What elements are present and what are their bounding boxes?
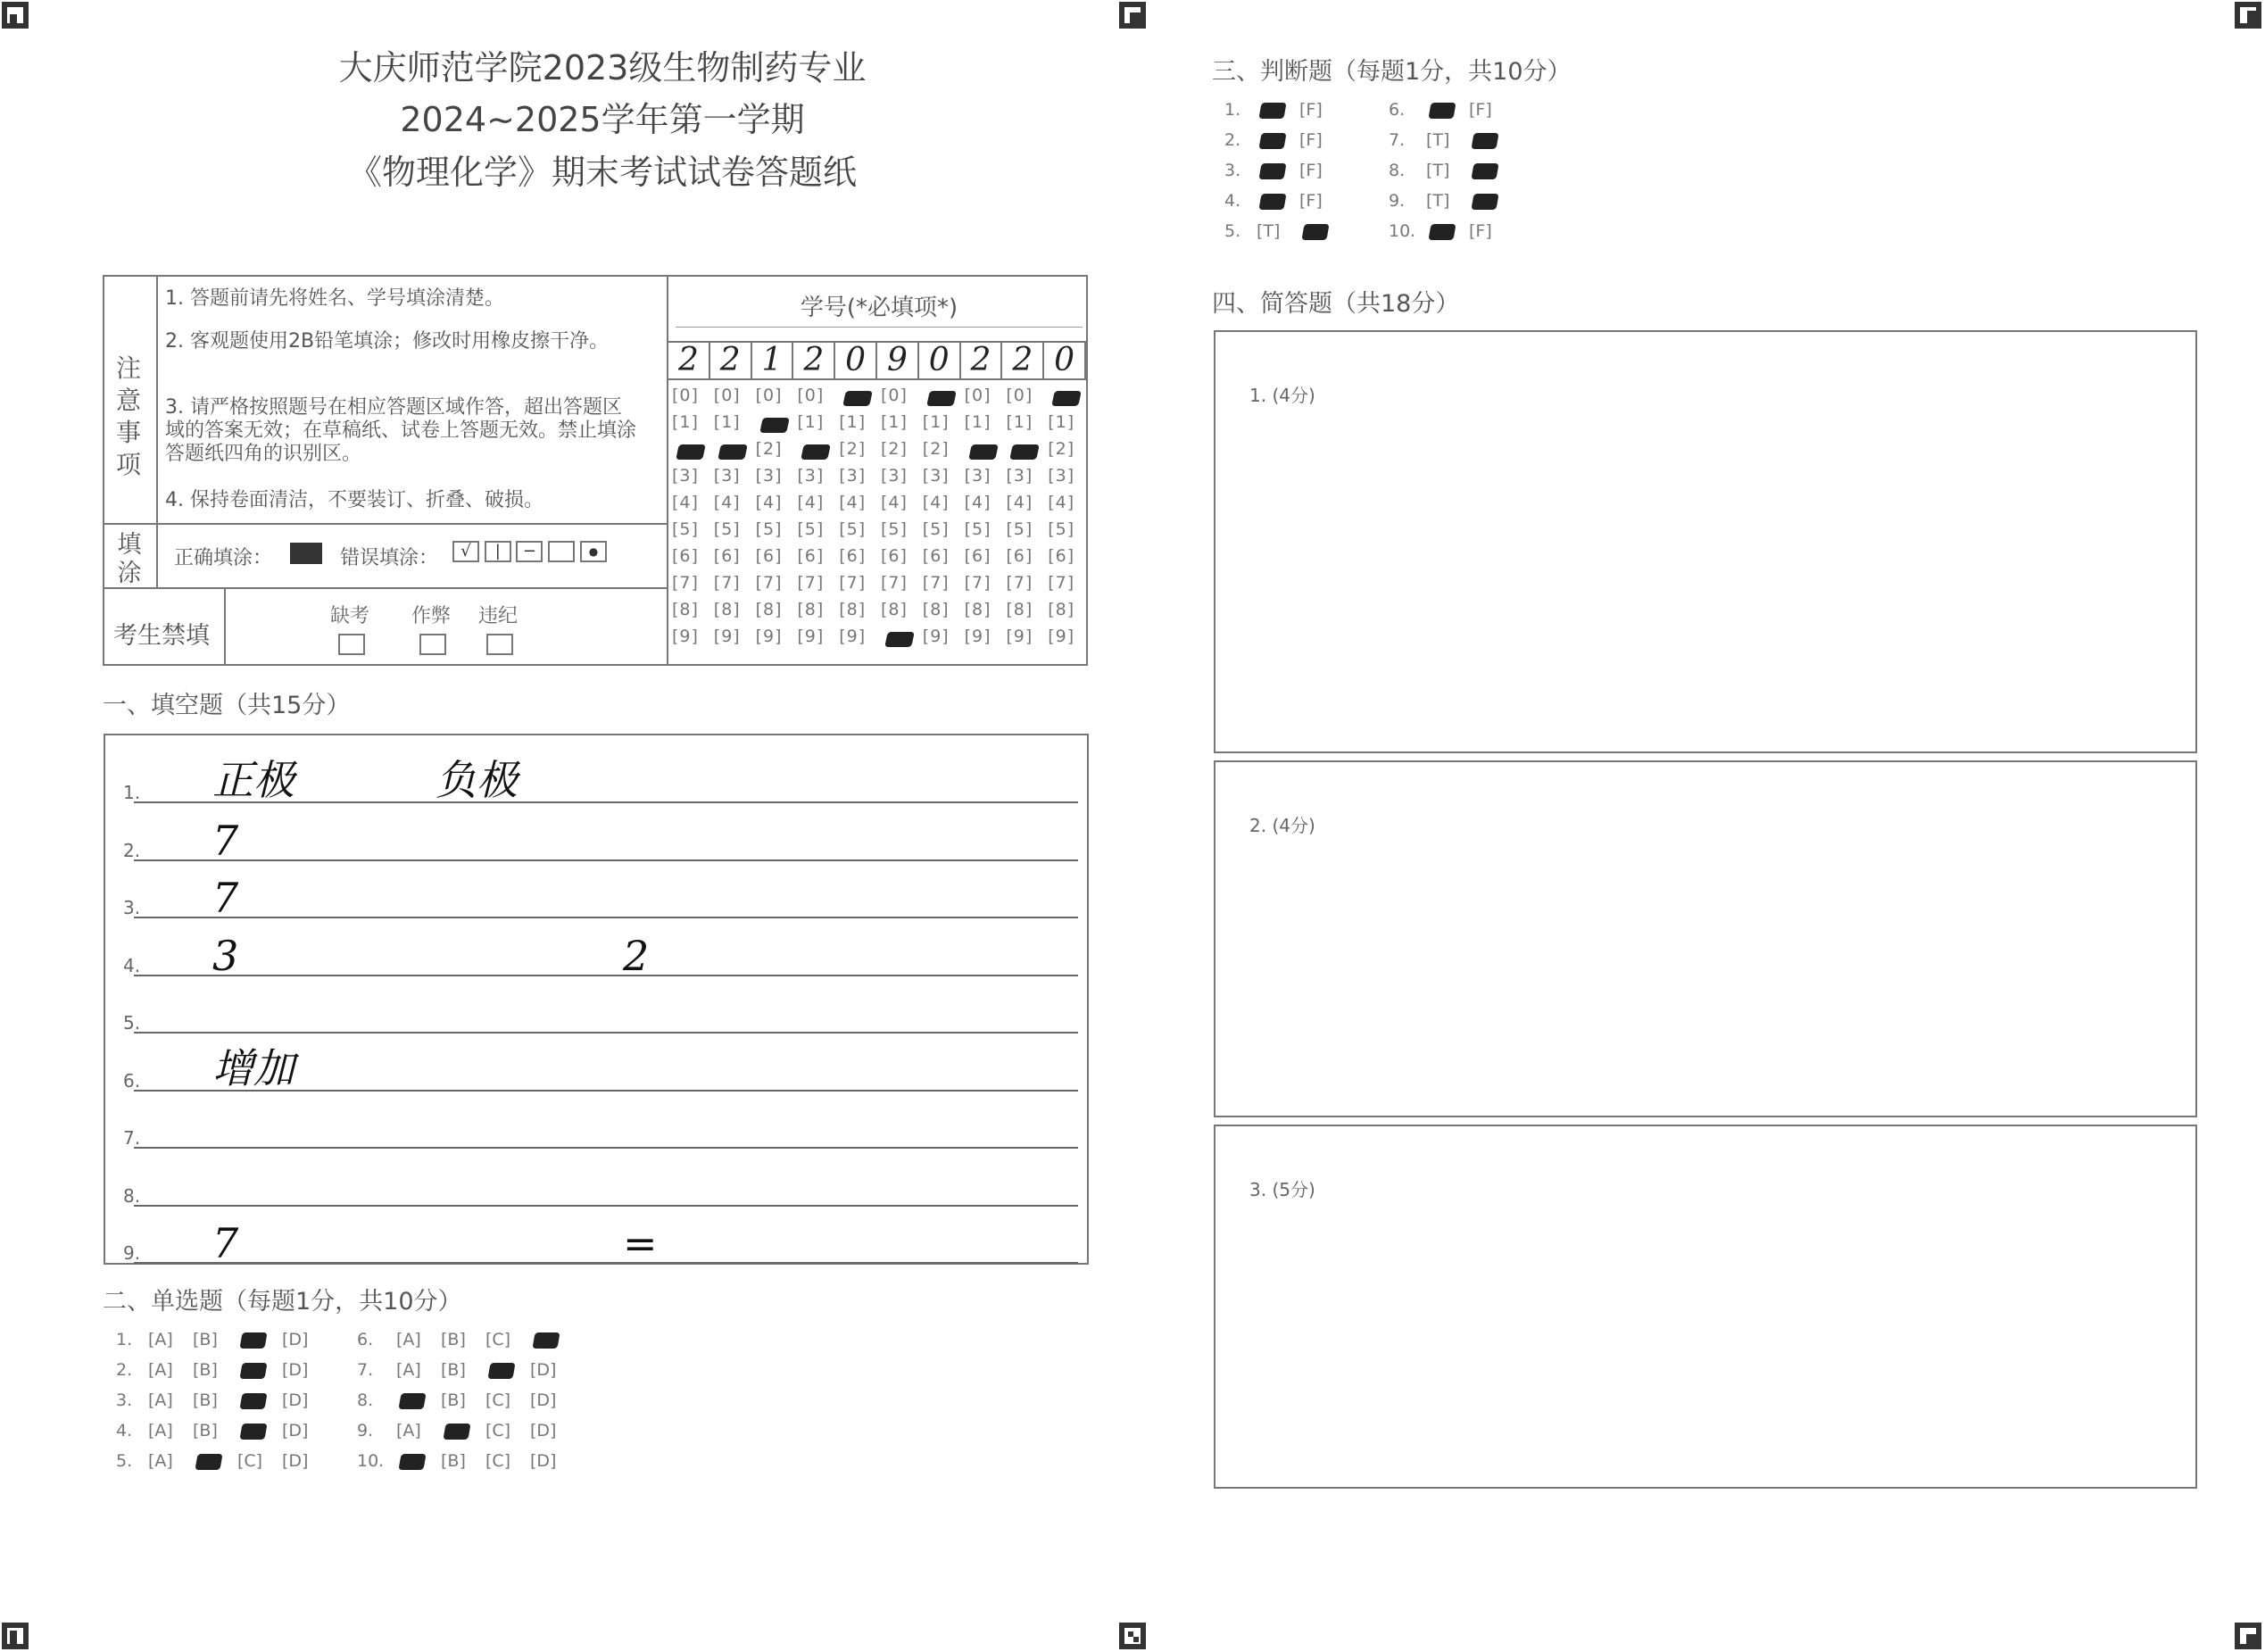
choice-option-filled[interactable] (398, 1454, 426, 1470)
student-id-bubble[interactable]: [5] (755, 519, 783, 539)
student-id-bubble[interactable]: [7] (755, 573, 783, 593)
choice-question-number: 5. (116, 1451, 133, 1471)
student-id-bubble[interactable]: [4] (1048, 493, 1075, 512)
choice-option-filled[interactable] (443, 1424, 470, 1440)
registration-mark-icon (2235, 2, 2261, 29)
registration-mark-icon (1119, 2, 1146, 29)
student-id-bubble[interactable]: [6] (922, 546, 950, 566)
short-answer-box-3[interactable] (1214, 1125, 2197, 1489)
choice-option[interactable]: [D] (282, 1451, 309, 1471)
student-id-bubble-filled[interactable] (884, 632, 915, 647)
blank-answer-2: 负极 (436, 756, 518, 804)
blank-number: 8. (123, 1184, 141, 1207)
section2-title: 二、单选题（每题1分，共10分） (103, 1288, 462, 1316)
student-id-bubble-filled[interactable] (842, 391, 873, 406)
short-answer-label-2: 2. (4分) (1249, 815, 1315, 836)
student-id-bubble[interactable]: [5] (1006, 519, 1033, 539)
choice-option[interactable]: [C] (485, 1421, 511, 1440)
tf-option-filled[interactable] (1258, 194, 1286, 210)
tf-option-filled[interactable] (1258, 103, 1286, 119)
tf-question-number: 9. (1389, 191, 1406, 211)
tf-option-filled[interactable] (1428, 224, 1456, 240)
blank-answer-2: = (623, 1219, 658, 1267)
student-id-bubble[interactable]: [1] (713, 412, 741, 432)
choice-option[interactable]: [A] (148, 1451, 173, 1471)
blank-answer-1: 增加 (212, 1043, 295, 1092)
short-answer-box-1[interactable] (1214, 330, 2197, 753)
student-id-bubble[interactable]: [9] (797, 627, 825, 646)
blank-number: 9. (123, 1242, 141, 1264)
choice-option[interactable]: [D] (530, 1391, 557, 1410)
student-id-bubble[interactable]: [8] (1006, 600, 1033, 619)
choice-option-filled[interactable] (487, 1363, 515, 1379)
choice-option-filled[interactable] (239, 1393, 267, 1409)
blank-number: 6. (123, 1069, 141, 1092)
choice-option[interactable]: [A] (148, 1330, 173, 1349)
registration-mark-icon (2, 2, 29, 29)
student-id-bubble[interactable]: [7] (881, 573, 908, 593)
choice-option[interactable]: [B] (441, 1451, 466, 1471)
violation-label: 违纪 (477, 605, 518, 627)
student-id-digit: 2 (710, 343, 752, 378)
student-id-bubble[interactable]: [5] (922, 519, 950, 539)
student-id-bubble[interactable]: [0] (797, 386, 825, 405)
blank-number: 2. (123, 839, 141, 861)
student-id-bubble[interactable]: [5] (964, 519, 991, 539)
section4-title: 四、简答题（共18分） (1212, 290, 1460, 318)
choice-option[interactable]: [C] (485, 1391, 511, 1410)
student-id-bubble[interactable]: [4] (922, 493, 950, 512)
student-id-bubble[interactable]: [4] (672, 493, 699, 512)
blank-row[interactable] (123, 861, 1078, 922)
blank-answer-1: 7 (212, 816, 239, 865)
choice-option-filled[interactable] (195, 1454, 222, 1470)
student-id-bubble[interactable]: [7] (1006, 573, 1033, 593)
student-id-bubble[interactable]: [0] (964, 386, 991, 405)
choice-question-number: 7. (357, 1360, 374, 1380)
tf-option[interactable]: [T] (1426, 161, 1450, 180)
tf-option[interactable]: [F] (1299, 161, 1323, 180)
student-id-bubble[interactable]: [9] (839, 627, 867, 646)
student-id-bubble[interactable]: [5] (672, 519, 699, 539)
blank-row[interactable] (123, 919, 1078, 980)
choice-question-number: 6. (357, 1330, 374, 1349)
student-id-bubble[interactable]: [8] (922, 600, 950, 619)
choice-option-filled[interactable] (239, 1363, 267, 1379)
student-id-bubble[interactable]: [0] (672, 386, 699, 405)
student-id-bubble[interactable]: [3] (755, 466, 783, 486)
choice-option[interactable]: [B] (441, 1330, 466, 1349)
tf-option[interactable]: [F] (1469, 100, 1492, 120)
student-id-bubble[interactable]: [8] (755, 600, 783, 619)
choice-question-number: 8. (357, 1391, 374, 1410)
registration-mark-icon (2235, 1623, 2261, 1649)
student-id-bubble[interactable]: [9] (713, 627, 741, 646)
single-choice-area (116, 1330, 616, 1482)
tf-option[interactable]: [F] (1299, 191, 1323, 211)
note-item-2: 2. 客观题使用2B铅笔填涂；修改时用橡皮擦干净。 (165, 330, 610, 353)
choice-option-filled[interactable] (398, 1393, 426, 1409)
tf-option[interactable]: [T] (1257, 221, 1281, 241)
short-answer-label-3: 3. (5分) (1249, 1179, 1315, 1200)
student-id-bubble[interactable]: [3] (964, 466, 991, 486)
header-line2: 2024~2025学年第一学期 (400, 100, 805, 139)
tf-option-filled[interactable] (1301, 224, 1329, 240)
blank-row[interactable] (123, 1034, 1078, 1092)
student-id-bubble[interactable]: [2] (922, 439, 950, 459)
student-id-bubble[interactable]: [2] (755, 439, 783, 459)
choice-option[interactable]: [A] (396, 1360, 421, 1380)
tf-option-filled[interactable] (1428, 103, 1456, 119)
section3-title: 三、判断题（每题1分，共10分） (1212, 58, 1572, 86)
student-id-bubble[interactable]: [8] (839, 600, 867, 619)
true-false-area (1224, 100, 1519, 252)
choice-option[interactable]: [B] (193, 1330, 218, 1349)
choice-option[interactable]: [B] (193, 1360, 218, 1380)
tf-option[interactable]: [F] (1299, 130, 1323, 150)
student-id-bubble[interactable]: [7] (797, 573, 825, 593)
student-id-bubble[interactable]: [8] (672, 600, 699, 619)
student-id-digit: 9 (877, 343, 919, 378)
student-id-bubble[interactable]: [1] (964, 412, 991, 432)
student-id-bubble[interactable]: [4] (713, 493, 741, 512)
student-id-bubble[interactable]: [3] (922, 466, 950, 486)
student-id-bubble[interactable]: [0] (881, 386, 908, 405)
note-item-1: 1. 答题前请先将姓名、学号填涂清楚。 (165, 287, 504, 310)
student-id-bubble[interactable]: [0] (1006, 386, 1033, 405)
tf-question-number: 5. (1224, 221, 1241, 241)
choice-option[interactable]: [C] (485, 1330, 511, 1349)
cheat-label: 作弊 (411, 605, 451, 627)
student-id-bubble[interactable]: [4] (964, 493, 991, 512)
student-id-bubble[interactable]: [4] (755, 493, 783, 512)
choice-option[interactable]: [D] (530, 1421, 557, 1440)
student-id-bubble[interactable]: [6] (1006, 546, 1033, 566)
student-id-bubble[interactable]: [2] (839, 439, 867, 459)
student-id-bubble[interactable]: [5] (797, 519, 825, 539)
tf-question-number: 2. (1224, 130, 1241, 150)
short-answer-label-1: 1. (4分) (1249, 385, 1315, 406)
student-id-bubble[interactable]: [5] (713, 519, 741, 539)
student-id-bubble[interactable]: [4] (881, 493, 908, 512)
forbidden-label: 考生禁填 (113, 622, 210, 650)
student-id-bubble[interactable]: [3] (1006, 466, 1033, 486)
choice-option[interactable]: [D] (282, 1421, 309, 1440)
student-id-bubble[interactable]: [1] (1006, 412, 1033, 432)
choice-option[interactable]: [B] (441, 1360, 466, 1380)
blank-line (134, 1262, 1078, 1264)
student-id-bubble[interactable]: [5] (881, 519, 908, 539)
registration-mark-icon (1119, 1623, 1146, 1649)
student-id-handwritten-row (668, 341, 1088, 380)
student-id-digit: 2 (668, 343, 710, 378)
student-id-bubble[interactable]: [6] (839, 546, 867, 566)
student-id-bubble[interactable]: [3] (881, 466, 908, 486)
blank-row[interactable] (123, 976, 1078, 1034)
student-id-bubble[interactable]: [8] (881, 600, 908, 619)
student-id-bubble[interactable]: [5] (1048, 519, 1075, 539)
tf-option[interactable]: [T] (1426, 191, 1450, 211)
student-id-bubble[interactable]: [5] (839, 519, 867, 539)
blank-number: 4. (123, 954, 141, 976)
student-id-bubble-filled[interactable] (1051, 391, 1082, 406)
student-id-bubble[interactable]: [7] (1048, 573, 1075, 593)
student-id-bubble[interactable]: [9] (1006, 627, 1033, 646)
student-id-bubble-filled[interactable] (759, 418, 790, 433)
choice-option-filled[interactable] (532, 1332, 560, 1349)
student-id-bubble[interactable]: [2] (1048, 439, 1075, 459)
student-id-bubble[interactable]: [2] (881, 439, 908, 459)
student-id-bubble[interactable]: [1] (922, 412, 950, 432)
choice-option[interactable]: [A] (148, 1391, 173, 1410)
student-id-bubble[interactable]: [8] (964, 600, 991, 619)
blank-number: 5. (123, 1012, 141, 1034)
choice-option[interactable]: [D] (530, 1451, 557, 1471)
blank-answer-1: 正极 (212, 756, 295, 804)
short-answer-box-2[interactable] (1214, 760, 2197, 1117)
student-id-bubble[interactable]: [9] (1048, 627, 1075, 646)
tf-option-filled[interactable] (1258, 163, 1286, 179)
student-id-bubble[interactable]: [1] (839, 412, 867, 432)
choice-question-number: 9. (357, 1421, 374, 1440)
correct-fill-example (290, 543, 322, 564)
wrong-fill-bar: | (485, 541, 511, 562)
choice-option[interactable]: [D] (530, 1360, 557, 1380)
tf-option[interactable]: [F] (1469, 221, 1492, 241)
choice-option-filled[interactable] (239, 1332, 267, 1349)
tf-option[interactable]: [T] (1426, 130, 1450, 150)
student-id-bubble[interactable]: [7] (672, 573, 699, 593)
student-id-bubble[interactable]: [6] (713, 546, 741, 566)
student-id-bubble-filled[interactable] (718, 444, 748, 460)
student-id-bubble-filled[interactable] (801, 444, 832, 460)
student-id-bubble-filled[interactable] (926, 391, 957, 406)
student-id-bubble[interactable]: [3] (1048, 466, 1075, 486)
tf-question-number: 7. (1389, 130, 1406, 150)
choice-option[interactable]: [A] (148, 1421, 173, 1440)
choice-question-number: 4. (116, 1421, 133, 1440)
blank-number: 7. (123, 1127, 141, 1149)
student-id-bubble[interactable]: [6] (755, 546, 783, 566)
choice-option[interactable]: [C] (485, 1451, 511, 1471)
tf-question-number: 10. (1389, 221, 1416, 241)
student-id-bubble[interactable]: [7] (964, 573, 991, 593)
student-id-digit: 0 (1044, 343, 1086, 378)
student-id-bubble[interactable]: [1] (797, 412, 825, 432)
wrong-fill-label: 错误填涂： (340, 547, 439, 569)
correct-fill-label: 正确填涂： (174, 547, 273, 569)
header-line1: 大庆师范学院2023级生物制药专业 (338, 48, 867, 87)
notes-label: 注意事项 (115, 353, 141, 479)
student-id-bubble[interactable]: [8] (713, 600, 741, 619)
student-id-bubble[interactable]: [6] (964, 546, 991, 566)
header-line3: 《物理化学》期末考试试卷答题纸 (347, 153, 857, 192)
info-panel (103, 275, 1088, 666)
blank-answer-1: 7 (212, 874, 239, 922)
student-id-bubble[interactable]: [4] (839, 493, 867, 512)
choice-question-number: 2. (116, 1360, 133, 1380)
student-id-bubble[interactable]: [4] (1006, 493, 1033, 512)
student-id-bubble[interactable]: [3] (797, 466, 825, 486)
student-id-digit: 0 (835, 343, 877, 378)
student-id-bubble[interactable]: [9] (922, 627, 950, 646)
student-id-digit: 0 (919, 343, 961, 378)
student-id-bubble[interactable]: [1] (881, 412, 908, 432)
student-id-bubble[interactable]: [6] (797, 546, 825, 566)
fill-guide-label: 填涂 (117, 531, 142, 587)
student-id-bubble[interactable]: [6] (881, 546, 908, 566)
tf-option-filled[interactable] (1471, 163, 1498, 179)
student-id-bubble[interactable]: [7] (839, 573, 867, 593)
blank-row[interactable] (123, 804, 1078, 865)
choice-option[interactable]: [B] (193, 1421, 218, 1440)
absent-label: 缺考 (329, 605, 369, 627)
student-id-bubble[interactable]: [8] (1048, 600, 1075, 619)
student-id-bubble[interactable]: [6] (672, 546, 699, 566)
choice-option[interactable]: [D] (282, 1330, 309, 1349)
student-id-digit: 2 (961, 343, 1003, 378)
wrong-fill-empty (548, 541, 575, 562)
student-id-bubble[interactable]: [1] (672, 412, 699, 432)
tf-question-number: 3. (1224, 161, 1241, 180)
blank-row[interactable] (123, 746, 1078, 803)
blank-answer-1: 3 (212, 931, 239, 980)
wrong-fill-dash: − (516, 541, 543, 562)
tf-question-number: 4. (1224, 191, 1241, 211)
student-id-bubble[interactable]: [4] (797, 493, 825, 512)
section1-title: 一、填空题（共15分） (103, 692, 351, 719)
choice-question-number: 3. (116, 1391, 133, 1410)
student-id-digit: 2 (793, 343, 835, 378)
student-id-bubble-filled[interactable] (968, 444, 999, 460)
choice-option[interactable]: [A] (148, 1360, 173, 1380)
cheat-checkbox[interactable] (419, 634, 446, 655)
student-id-bubble[interactable]: [7] (922, 573, 950, 593)
violation-checkbox[interactable] (486, 634, 513, 655)
choice-option[interactable]: [A] (396, 1421, 421, 1440)
student-id-bubble[interactable]: [7] (713, 573, 741, 593)
blank-answer-1: 7 (212, 1219, 239, 1267)
student-id-bubble-grid (668, 386, 1088, 653)
student-id-bubble[interactable]: [3] (672, 466, 699, 486)
student-id-bubble[interactable]: [1] (1048, 412, 1075, 432)
choice-option[interactable]: [D] (282, 1360, 309, 1380)
wrong-fill-check: √ (452, 541, 479, 562)
tf-option-filled[interactable] (1258, 133, 1286, 149)
tf-question-number: 8. (1389, 161, 1406, 180)
tf-question-number: 6. (1389, 100, 1406, 120)
student-id-bubble[interactable]: [3] (713, 466, 741, 486)
choice-option[interactable]: [D] (282, 1391, 309, 1410)
blank-number: 1. (123, 782, 141, 803)
tf-option-filled[interactable] (1471, 194, 1498, 210)
student-id-bubble-filled[interactable] (676, 444, 706, 460)
choice-option[interactable]: [B] (441, 1391, 466, 1410)
tf-option[interactable]: [F] (1299, 100, 1323, 120)
student-id-title: 学号(*必填项*) (800, 295, 958, 321)
fill-in-area (104, 734, 1089, 1265)
student-id-digit: 1 (752, 343, 794, 378)
blank-number: 3. (123, 897, 141, 918)
note-item-4: 4. 保持卷面清洁，不要装订、折叠、破损。 (165, 489, 543, 511)
note-item-3: 3. 请严格按照题号在相应答题区域作答，超出答题区域的答案无效；在草稿纸、试卷上答题无效。禁止填涂答题纸四角的识别区。 (165, 396, 637, 465)
choice-question-number: 10. (357, 1451, 385, 1471)
student-id-bubble[interactable]: [8] (797, 600, 825, 619)
tf-option-filled[interactable] (1471, 133, 1498, 149)
choice-option[interactable]: [A] (396, 1330, 421, 1349)
blank-row[interactable] (123, 1092, 1078, 1149)
blank-answer-2: 2 (623, 931, 650, 980)
choice-question-number: 1. (116, 1330, 133, 1349)
registration-mark-icon (2, 1623, 29, 1649)
student-id-bubble[interactable]: [9] (755, 627, 783, 646)
student-id-bubble[interactable]: [3] (839, 466, 867, 486)
tf-question-number: 1. (1224, 100, 1241, 120)
wrong-fill-dot: ● (580, 541, 607, 562)
student-id-digit: 2 (1002, 343, 1044, 378)
absent-checkbox[interactable] (338, 634, 365, 655)
choice-option[interactable]: [C] (237, 1451, 263, 1471)
blank-row[interactable] (123, 1207, 1078, 1267)
student-id-bubble-filled[interactable] (1010, 444, 1041, 460)
student-id-bubble[interactable]: [9] (964, 627, 991, 646)
student-id-bubble[interactable]: [0] (713, 386, 741, 405)
student-id-bubble[interactable]: [0] (755, 386, 783, 405)
blank-row[interactable] (123, 1150, 1078, 1207)
student-id-bubble[interactable]: [9] (672, 627, 699, 646)
student-id-bubble[interactable]: [6] (1048, 546, 1075, 566)
choice-option[interactable]: [B] (193, 1391, 218, 1410)
choice-option-filled[interactable] (239, 1424, 267, 1440)
